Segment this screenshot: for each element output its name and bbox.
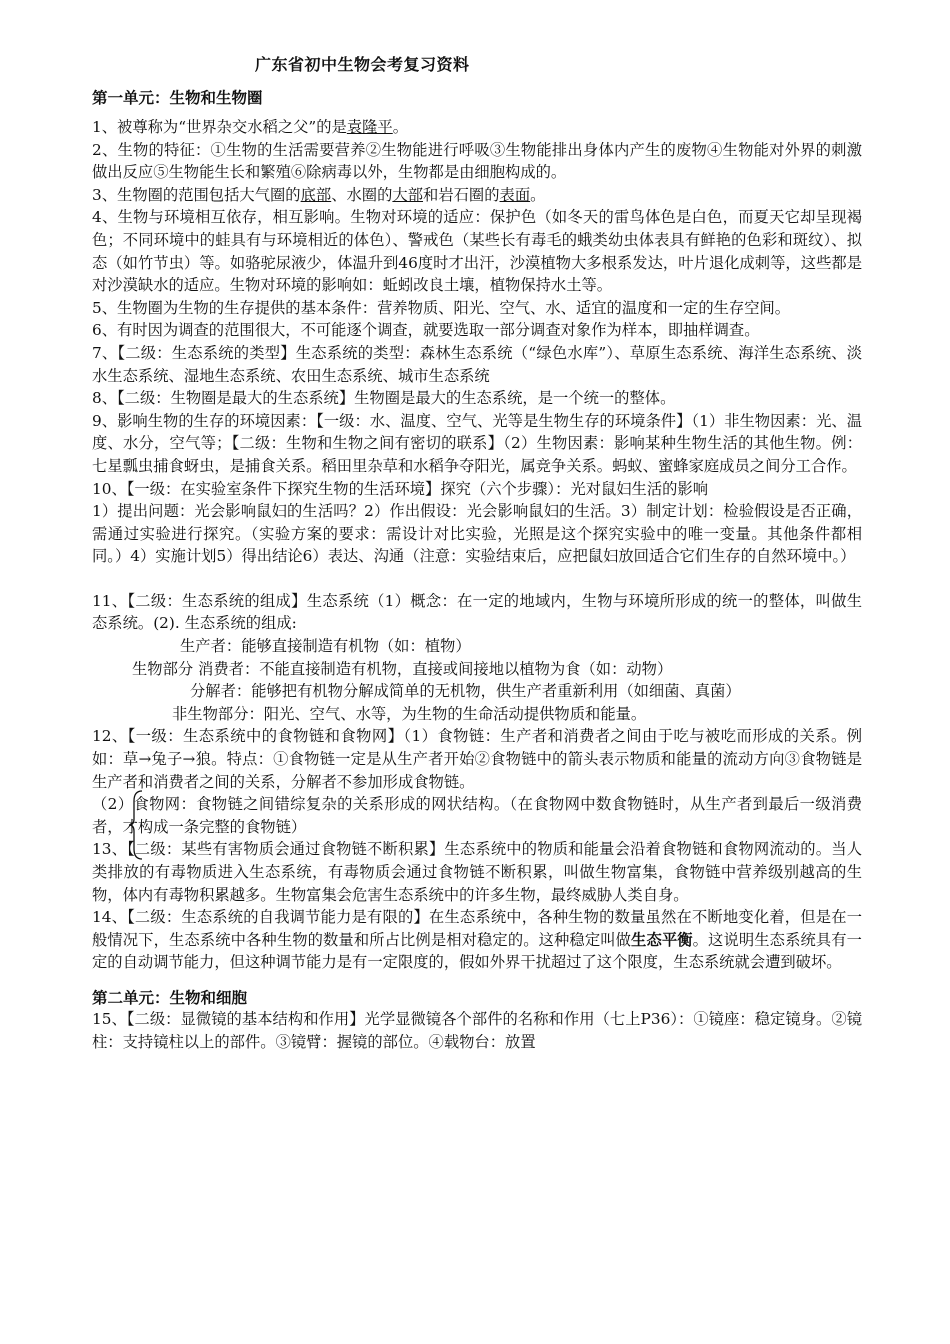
item-7: 7、【二级：生态系统的类型】生态系统的类型：森林生态系统（“绿色水库”）、草原生态系统、海洋生态系统、淡水生态系统、湿地生态系统、农田生态系统、城市生态系统 [92,343,862,385]
item-9: 9、影响生物的生存的环境因素：【一级：水、温度、空气、光等是生物生存的环境条件】（1）非生物因素：光、温度、水分，空气等；【二级：生物和生物之间有密切的联系】（2）生物因素：影响某种生物生活的其他生物。例：七星瓢虫捕食蚜虫，是捕食关系。稻田里杂草和水稻争夺阳光，属竞争关系。蚂蚁、蜜蜂家庭成员之间分工合作。 [92,411,862,475]
item-12-food-web: （2）食物网：食物链之间错综复杂的关系形成的网状结构。（在食物网中数食物链时，从生产者到最后一级消费者，才构成一条完整的食物链） [92,795,862,836]
document-title: 广东省初中生物会考复习资料 [255,55,470,74]
item-4: 4、生物与环境相互依存，相互影响。生物对环境的适应：保护色（如冬天的雷鸟体色是白色，而夏天它却呈现褐色；不同环境中的蛙具有与环境相近的体色）、警戒色（某些长有毒毛的蛾类幼虫体表具有鲜艳的色彩和斑纹）、拟态（如竹节虫）等。如骆驼尿液少，体温升到46度时才出汗，沙漠植物大多根系发达，叶片退化成刺等，这些都是对沙漠缺水的适应。生物对环境的影响如：蚯蚓改良土壤，植物保持水土等。 [92,208,862,295]
item-13: 13、【二级：某些有害物质会通过食物链不断积累】生态系统中的物质和能量会沿着食物链和食物网流动的。当人类排放的有毒物质进入生态系统，有毒物质会通过食物链不断积累，叫做生物富集，食物链中营养级别越高的生物，体内有毒物积累越多。生物富集会危害生态系统中的许多生物，最终威胁人类自身。 [92,840,862,904]
ecological-balance-term: 生态平衡 [631,930,693,949]
consumer-line: 生物部分 消费者：不能直接制造有机物，直接或间接地以植物为食（如：动物） [132,659,673,678]
item-1: 1、被尊称为“世界杂交水稻之父”的是袁隆平。 [92,118,409,136]
item-2: 2、生物的特征：①生物的生活需要营养②生物能进行呼吸③生物能排出身体内产生的废物④生物能对外界的刺激做出反应⑤生物能生长和繁殖⑥除病毒以外，生物都是由细胞构成的。 [92,140,862,182]
item-15: 15、【二级：显微镜的基本结构和作用】光学显微镜各个部件的名称和作用（七上P36）：①镜座：稳定镜身。②镜柱：支持镜柱以上的部件。③镜臂：握镜的部位。④载物台：放置 [92,1009,862,1051]
abiotic-line: 非生物部分：阳光、空气、水等，为生物的生命活动提供物质和能量。 [172,704,647,723]
item-10-steps: 1）提出问题：光会影响鼠妇的生活吗？2）作出假设：光会影响鼠妇的生活。3）制定计划：检验假设是否正确，需通过实验进行探究。（实验方案的要求：需设计对比实验，光照是这个探究实验中的唯一变量。其他条件都相同。）4）实施计划5）得出结论6）表达、沟通（注意：实验结束后，应把鼠妇放回适合它们生存的自然环境中。） [92,502,862,566]
item-3: 3、生物圈的范围包括大气圈的底部、水圈的大部和岩石圈的表面。 [92,185,546,204]
unit-1-title: 第一单元：生物和生物圈 [92,88,263,107]
producer-line: 生产者：能够直接制造有机物（如：植物） [180,637,471,656]
item-6: 6、有时因为调查的范围很大，不可能逐个调查，就要选取一部分调查对象作为样本，即抽样调查。 [92,321,760,340]
document-body [92,86,862,1053]
answer-underline: 袁隆平 [346,118,393,136]
item-10: 10、【一级：在实验室条件下探究生物的生活环境】探究（六个步骤）：光对鼠妇生活的影响 [92,479,709,498]
brace-bracket-icon [128,789,144,861]
decomposer-line: 分解者：能够把有机物分解成简单的无机物，供生产者重新利用（如细菌、真菌） [190,682,741,701]
item-12: 12、【一级：生态系统中的食物链和食物网】（1）食物链：生产者和消费者之间由于吃与被吃而形成的关系。例如：草→兔子→狼。特点：①食物链一定是从生产者开始②食物链中的箭头表示物质和能量的流动方向③食物链是生产者和消费者之间的关系，分解者不参加形成食物链。 [92,727,862,791]
item-5: 5、生物圈为生物的生存提供的基本条件：营养物质、阳光、空气、水、适宜的温度和一定的生存空间。 [92,298,791,317]
item-8: 8、【二级：生物圈是最大的生态系统】生物圈是最大的生态系统，是一个统一的整体。 [92,389,676,408]
item-14: 14、【二级：生态系统的自我调节能力是有限的】在生态系统中，各种生物的数量虽然在不断地变化着，但是在一般情况下，生态系统中各种生物的数量和所占比例是相对稳定的。这种稳定叫做生态平衡。这说明生态系统具有一定的自动调节能力，但这种调节能力是有一定限度的，假如外界干扰超过了这个限度，生态系统就会遭到破坏。 [92,908,862,972]
item-11: 11、【二级：生态系统的组成】生态系统（1）概念：在一定的地域内，生物与环境所形成的统一的整体，叫做生态系统。(2). 生态系统的组成: [92,591,862,633]
unit-2-title: 第二单元：生物和细胞 [92,987,248,1007]
